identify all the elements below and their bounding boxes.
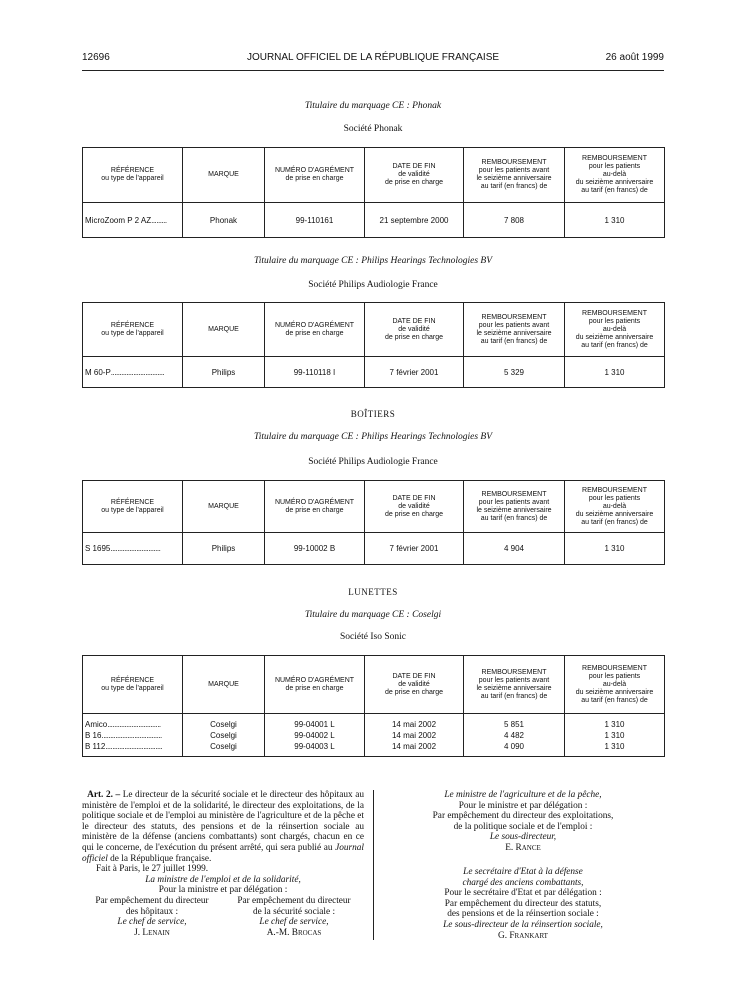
article-2 [82,790,364,938]
cell-value: 7 808 [503,215,525,225]
cell-value: Coselgi [210,741,237,751]
cell-value: 99-04003 L [294,741,335,751]
header-line: NUMÉRO D'AGRÉMENT [274,676,355,684]
cell-remboursement-avant [464,357,565,388]
leader-dots: ......... [151,215,167,225]
header-line: pour les patients [588,317,641,325]
header-line: de prise en charge [385,179,443,186]
header-line: RÉFÉRENCE [110,321,155,329]
header-line: REMBOURSEMENT [582,486,647,494]
cell-reference [83,203,183,238]
col-remboursement-dela [565,656,665,714]
cell-remboursement-dela [565,714,665,757]
article-label: Art. 2. – [87,790,121,800]
societe-line: Société Phonak [343,124,403,134]
header-line: au tarif (en francs) de [581,341,648,349]
cell-value: 1 310 [604,719,625,729]
header-line: le seizième anniversaire [476,506,552,514]
header-line: DATE DE FIN [392,494,436,502]
cell-remboursement-dela [565,357,665,388]
cell-value: B 112 [85,741,106,751]
col-remboursement-avant [464,656,565,714]
header-line: de prise en charge [385,510,443,518]
header-line: de prise en charge [285,329,344,337]
cell-agrement [265,203,365,238]
cell-value: 14 mai 2002 [391,741,437,751]
header-line: au-delà [602,680,627,688]
header-line: du seizième anniversaire [575,333,654,341]
cell-value: 5 851 [503,719,525,729]
header-line: le seizième anniversaire [476,329,552,337]
cell-reference [83,714,183,757]
header-line: pour les patients [588,672,641,680]
header-line: de prise en charge [385,688,443,696]
header-line: pour les patients [588,494,641,502]
col-reference [83,481,183,533]
header-line: au tarif (en francs) de [480,337,548,345]
col-date-fin [365,148,464,203]
device-row [83,203,665,238]
header-line: de validité [398,680,430,688]
cell-marque [183,533,265,565]
cell-value: 21 septembre 2000 [379,215,449,225]
col-marque: MARQUE [183,656,265,714]
cell-value: 99-04002 L [294,730,335,740]
cell-value: 99-110161 [295,215,334,225]
header-line: REMBOURSEMENT [582,309,647,317]
cell-value: Coselgi [210,719,237,729]
col-remboursement-avant [464,481,565,533]
header-line: pour les patients avant [478,321,550,329]
cell-value: 99-110118 I [293,367,336,377]
cell-value: MicroZoom P 2 AZ [85,215,152,225]
leader-dots: ............................... [110,367,165,377]
header-line: du seizième anniversaire [575,688,654,696]
header-line: pour les patients avant [478,167,550,174]
cell-value: 99-10002 B [293,544,336,553]
header-line: RÉFÉRENCE [110,498,155,506]
header-line: ou type de l'appareil [101,506,164,514]
col-remboursement-avant [464,303,565,357]
signature-lenain: Par empêchement du directeur des hôpitaux : Le chef de service, J. Lenain [95,895,209,938]
cell-value: 4 904 [503,544,525,553]
header-line: pour les patients avant [478,498,550,506]
titulaire-line: Titulaire du marquage CE : Philips Hearings Technologies BV [253,256,493,266]
header-line: au tarif (en francs) de [480,183,548,190]
header-line: ou type de l'appareil [101,329,164,337]
header-line: pour les patients [588,163,641,170]
header-line: de validité [398,502,430,510]
leader-dots: ............................. [110,544,161,553]
cell-date-fin [365,357,464,388]
signature-brocas: Par empêchement du directeur de la sécurité sociale : Le chef de service, A.-M. Brocas [237,895,351,938]
header-line: de validité [398,171,430,178]
cell-reference [83,357,183,388]
header-line: du seizième anniversaire [575,510,654,518]
header-line: DATE DE FIN [392,672,436,680]
cell-agrement [265,714,365,757]
header-line: DATE DE FIN [392,317,436,325]
header-line: ou type de l'appareil [101,684,164,692]
header-line: pour les patients avant [478,676,550,684]
issue-date: 26 août 1999 [605,52,664,63]
cell-value: 14 mai 2002 [391,730,437,740]
societe-line: Société Philips Audiologie France [308,457,438,467]
device-table [82,147,665,238]
cell-agrement [265,357,365,388]
header-line: REMBOURSEMENT [481,490,547,498]
column-divider [373,790,374,940]
device-table [82,480,665,565]
cell-value: 1 310 [604,730,625,740]
cell-value: 7 février 2001 [389,544,439,553]
col-remboursement-dela [565,148,665,203]
cell-remboursement-avant [464,714,565,757]
header-line: DATE DE FIN [392,163,436,170]
cell-value: 4 090 [503,741,525,751]
journal-title: JOURNAL OFFICIEL DE LA RÉPUBLIQUE FRANÇAISE [246,52,500,63]
col-agrement [265,303,365,357]
col-agrement [265,481,365,533]
col-agrement [265,656,365,714]
cell-remboursement-dela [565,533,665,565]
section-heading: LUNETTES [348,587,398,597]
ministre-line: La ministre de l'emploi et de la solidarité, [145,874,301,885]
article-paragraph: Art. 2. – Le directeur de la sécurité sociale et le directeur des hôpitaux au ministère de l'emploi et de la solidarité, le directeur des exploitations, de la politique sociale et de l'emploi au ministère de l'agriculture et de la pêche et le directeur des statuts, des pensions et de la réinsertion sociale au ministère de la défense (anciens combattants) sont chargés, chacun en ce qui le concerne, de l'exécution du présent arrêté, qui sera publié au Journal officiel de la République française. [82,790,365,864]
societe-line: Société Philips Audiologie France [308,280,438,290]
header-line: du seizième anniversaire [575,179,654,186]
cell-marque [183,203,265,238]
cell-value: 1 310 [604,741,625,751]
header-line: de prise en charge [385,333,443,341]
header-line: NUMÉRO D'AGRÉMENT [274,498,355,506]
col-reference [83,656,183,714]
header-line: le seizième anniversaire [476,175,552,182]
header-line: au-delà [602,325,627,333]
cell-value: 1 310 [604,367,625,377]
cell-value: Philips [211,367,236,377]
device-table [82,302,665,388]
col-remboursement-avant [464,148,565,203]
col-agrement [265,148,365,203]
cell-value: 1 310 [604,215,625,225]
cell-value: Amico [85,719,108,729]
col-reference [83,303,183,357]
titulaire-line: Titulaire du marquage CE : Phonak [304,101,442,111]
cell-remboursement-avant [464,203,565,238]
cell-agrement [265,533,365,565]
cell-date-fin [365,533,464,565]
fait-line: Fait à Paris, le 27 juillet 1999. [96,864,209,875]
cell-marque [183,714,265,757]
header-rule [82,70,664,71]
header-line: RÉFÉRENCE [110,676,155,684]
header-line: au tarif (en francs) de [581,518,648,526]
device-row [83,714,665,757]
header-line: au tarif (en francs) de [480,514,548,522]
cell-date-fin [365,714,464,757]
delegation-line: Pour la ministre et par délégation : [158,885,288,896]
header-line: REMBOURSEMENT [582,155,647,162]
cell-marque [183,357,265,388]
cell-value: 14 mai 2002 [391,719,437,729]
leader-dots: ................................. [105,741,163,751]
header-line: ou type de l'appareil [101,175,164,182]
header-line: au tarif (en francs) de [581,187,648,194]
section-heading: BOÎTIERS [350,409,396,419]
col-marque: MARQUE [183,481,265,533]
cell-value: Philips [211,544,236,553]
cell-remboursement-dela [565,203,665,238]
cell-value: 1 310 [604,544,625,553]
cell-value: 7 février 2001 [389,367,439,377]
cell-value: 5 329 [503,367,525,377]
cell-value: Coselgi [210,730,237,740]
col-marque: MARQUE [183,148,265,203]
header-line: de prise en charge [285,175,344,182]
cell-value: M 60-P [85,367,111,377]
signature-defense: Le secrétaire d'Etat à la défense chargé des anciens combattants, Pour le secrétaire d'Etat et par délégation : Par empêchement du directeur des statuts, des pensions et de la réinsertion sociale : Le sous-directeur de la réinsertion sociale, G. Frankart [443,867,603,941]
header-line: de prise en charge [285,684,344,692]
col-remboursement-dela [565,303,665,357]
header-line: au tarif (en francs) de [480,692,548,700]
signature-agriculture: Le ministre de l'agriculture et de la pêche, Pour le ministre et par délégation : Par empêchement du directeur des exploitations, de la politique sociale et de l'emploi : Le sous-directeur, E. Rance [432,790,614,853]
page-number: 12696 [82,52,110,63]
header-line: RÉFÉRENCE [110,167,155,174]
header-line: REMBOURSEMENT [582,664,647,672]
titulaire-line: Titulaire du marquage CE : Philips Hearings Technologies BV [253,432,493,442]
col-reference [83,148,183,203]
leader-dots: ................................... [101,730,162,740]
col-date-fin [365,481,464,533]
header-line: de prise en charge [285,506,344,514]
col-date-fin [365,303,464,357]
societe-line: Société Iso Sonic [340,632,406,642]
device-table [82,655,665,757]
cell-value: 4 482 [503,730,525,740]
col-remboursement-dela [565,481,665,533]
header-line: REMBOURSEMENT [481,313,547,321]
header-line: NUMÉRO D'AGRÉMENT [274,167,355,174]
header-line: NUMÉRO D'AGRÉMENT [274,321,355,329]
header-line: au tarif (en francs) de [581,696,648,704]
device-row [83,357,665,388]
col-marque: MARQUE [183,303,265,357]
header-line: de validité [398,325,430,333]
device-row [83,533,665,565]
header-line: au-delà [602,171,627,178]
header-line: REMBOURSEMENT [481,159,547,166]
cell-remboursement-avant [464,533,565,565]
cell-date-fin [365,203,464,238]
cell-value: B 16 [85,730,102,740]
cell-value: 99-04001 L [294,719,335,729]
cell-value: S 1695 [85,544,111,553]
titulaire-line: Titulaire du marquage CE : Coselgi [304,610,442,620]
leader-dots: ............................... [107,719,161,729]
cell-value: Phonak [209,215,238,225]
header-line: REMBOURSEMENT [481,668,547,676]
header-line: au-delà [602,502,627,510]
header-line: le seizième anniversaire [476,684,552,692]
col-date-fin [365,656,464,714]
cell-reference [83,533,183,565]
